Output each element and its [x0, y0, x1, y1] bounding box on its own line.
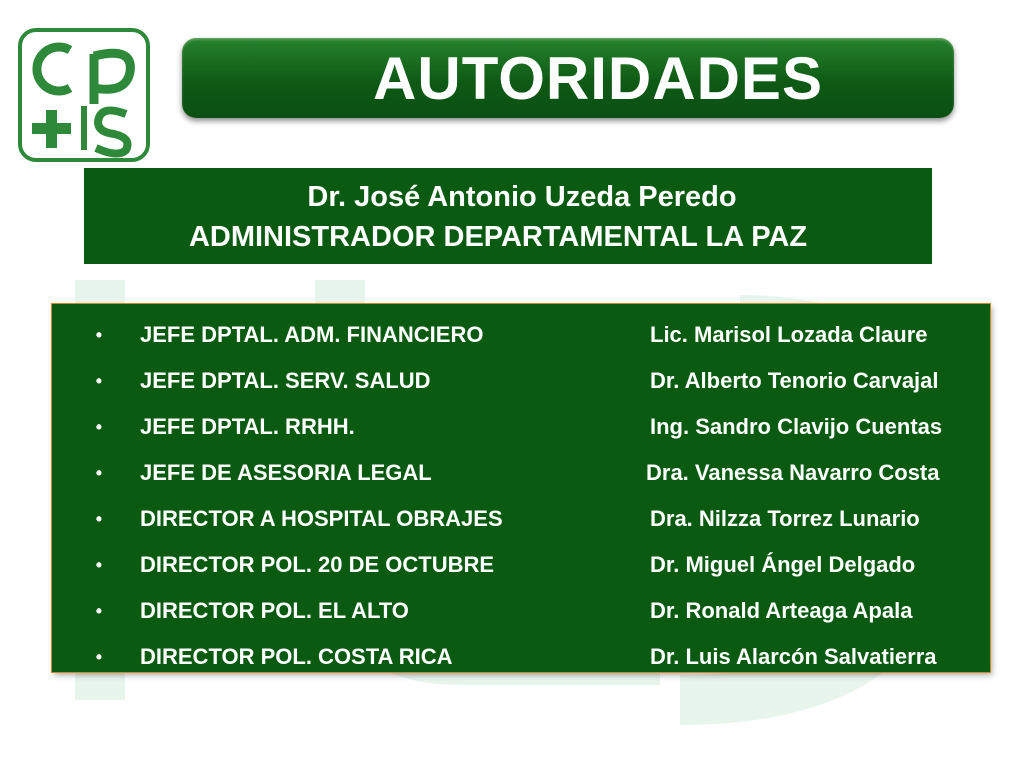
administrator-role: ADMINISTRADOR DEPARTAMENTAL LA PAZ — [188, 221, 808, 253]
page-title: AUTORIDADES — [373, 44, 823, 112]
position-label: DIRECTOR POL. EL ALTO — [140, 598, 409, 623]
bullet-icon: • — [95, 416, 102, 437]
administrator-box — [84, 168, 932, 264]
position-label: JEFE DPTAL. ADM. FINANCIERO — [140, 322, 484, 347]
person-name: Dra. Nilzza Torrez Lunario — [650, 506, 920, 531]
list-item — [52, 588, 990, 634]
list-item — [52, 634, 990, 680]
bullet-icon: • — [95, 324, 102, 345]
list-item — [52, 496, 990, 542]
bullet-icon: • — [95, 508, 102, 529]
position-label: DIRECTOR POL. 20 DE OCTUBRE — [140, 552, 495, 577]
position-label: JEFE DE ASESORIA LEGAL — [140, 460, 432, 485]
person-name: Dr. Ronald Arteaga Apala — [650, 598, 913, 623]
cps-logo — [18, 28, 150, 162]
bullet-icon: • — [95, 370, 102, 391]
list-item — [52, 404, 990, 450]
person-name: Dra. Vanessa Navarro Costa — [646, 460, 940, 485]
list-item — [52, 450, 990, 496]
position-label: DIRECTOR A HOSPITAL OBRAJES — [140, 506, 503, 531]
person-name: Dr. Alberto Tenorio Carvajal — [650, 368, 939, 393]
person-name: Dr. Miguel Ángel Delgado — [650, 552, 916, 577]
title-banner — [182, 38, 954, 118]
list-item — [52, 542, 990, 588]
administrator-name: Dr. José Antonio Uzeda Peredo — [307, 181, 737, 213]
authorities-list — [52, 304, 990, 672]
person-name: Lic. Marisol Lozada Claure — [650, 322, 928, 347]
position-label: JEFE DPTAL. SERV. SALUD — [140, 368, 431, 393]
bullet-icon: • — [95, 600, 102, 621]
list-item — [52, 312, 990, 358]
position-label: DIRECTOR POL. COSTA RICA — [140, 644, 453, 669]
bullet-icon: • — [95, 462, 102, 483]
person-name: Ing. Sandro Clavijo Cuentas — [650, 414, 943, 439]
list-item — [52, 358, 990, 404]
bullet-icon: • — [95, 554, 102, 575]
person-name: Dr. Luis Alarcón Salvatierra — [650, 644, 937, 669]
position-label: JEFE DPTAL. RRHH. — [140, 414, 355, 439]
bullet-icon: • — [95, 646, 102, 667]
cps-cross-logo-icon — [22, 32, 146, 158]
